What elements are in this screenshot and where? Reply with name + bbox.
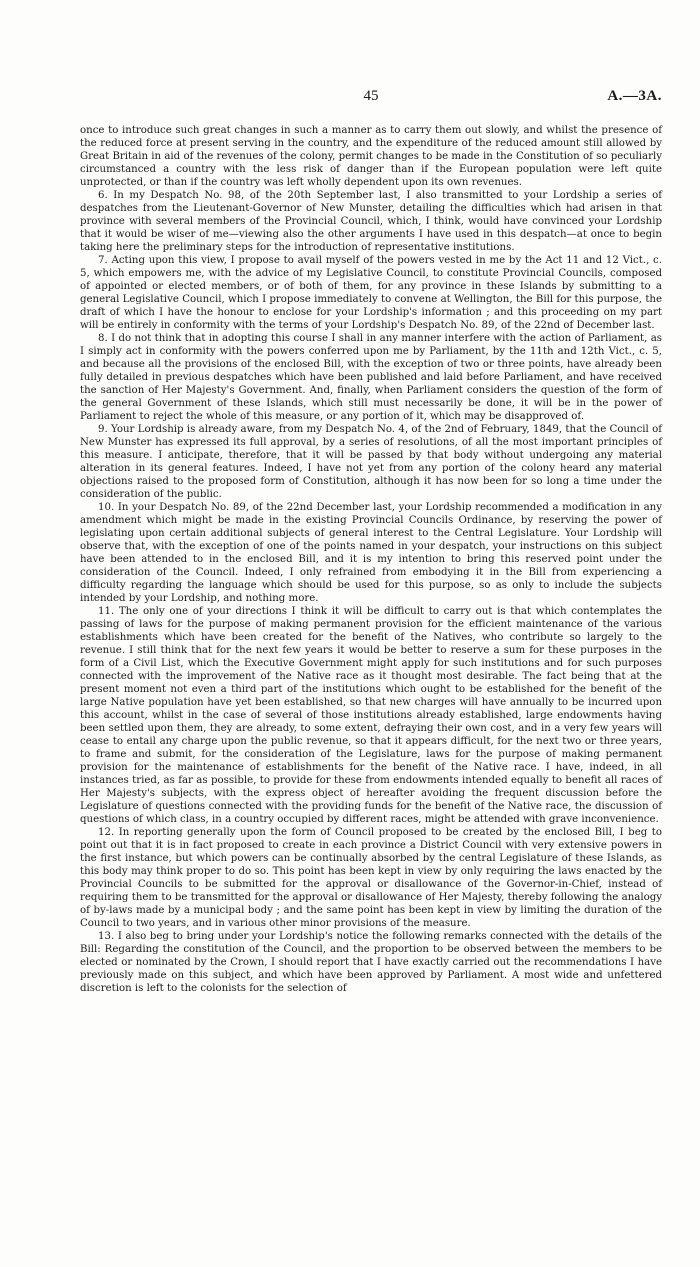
paragraph-13: 13. I also beg to bring under your Lordship's notice the following remarks connected with the details of the Bill: Regarding the constitution of the Council, and the proportion to be observed between the members to be elected or nominated by the Crown, I should report that I have exactly carried out the recommendations I have previously made on this subject, and which have been approved by Parliament. A most wide and unfettered discretion is left to the colonists for the selection of: [80, 931, 662, 994]
paragraph-7: 7. Acting upon this view, I propose to avail myself of the powers vested in me by the Act 11 and 12 Vict., c. 5, which empowers me, with the advice of my Legislative Council, to constitute Provincial Councils, composed of appointed or elected members, or of both of them, for any province in these Islands by submitting to a general Legislative Council, which I propose immediately to convene at Wellington, the Bill for this purpose, the draft of which I have the honour to enclose for your Lordship's information ; and this proceeding on my part will be entirely in conformity with the terms of your Lordship's Despatch No. 89, of the 22nd of December last.: [80, 255, 662, 331]
paragraph-9: 9. Your Lordship is already aware, from my Despatch No. 4, of the 2nd of February, 1849, that the Council of New Munster has expressed its full approval, by a series of resolutions, of all the most important principles of this measure. I anticipate, therefore, that it will be passed by that body without undergoing any material alteration in its general features. Indeed, I have not yet from any portion of the colony heard any material objections raised to the proposed form of Constitution, although it has now been for so long a time under the consideration of the public.: [80, 424, 662, 500]
document-body: [80, 124, 662, 995]
paragraph-12: 12. In reporting generally upon the form of Council proposed to be created by the enclosed Bill, I beg to point out that it is in fact proposed to create in each province a District Council with very extensive powers in the first instance, but which powers can be continually absorbed by the central Legislature of these Islands, as this body may think proper to do so. This point has been kept in view by only requiring the laws enacted by the Provincial Councils to be submitted for the approval or disallowance of the Governor-in-Chief, instead of requiring them to be transmitted for the approval or disallowance of Her Majesty, thereby following the analogy of by-laws made by a municipal body ; and the same point has been kept in view by limiting the duration of the Council to two years, and in various other minor provisions of the measure.: [80, 827, 662, 929]
document-reference: A.—3A.: [607, 88, 662, 104]
paragraph-6: 6. In my Despatch No. 98, of the 20th September last, I also transmitted to your Lordship a series of despatches from the Lieutenant-Governor of New Munster, detailing the difficulties which had arisen in that province with several members of the Provincial Council, which, I think, would have convinced your Lordship that it would be wiser of me—viewing also the other arguments I have used in this despatch—at once to begin taking here the preliminary steps for the introduction of representative institutions.: [80, 190, 662, 253]
paragraph-11: 11. The only one of your directions I think it will be difficult to carry out is that which contemplates the passing of laws for the purpose of making permanent provision for the efficient maintenance of the various establishments which have been created for the benefit of the Natives, who contribute so largely to the revenue. I still think that for the next few years it would be better to reserve a sum for these purposes in the form of a Civil List, which the Executive Government might apply for such institutions and for such purposes connected with the improvement of the Native race as it thought most desirable. The fact being that at the present moment not even a third part of the institutions which ought to be established for the benefit of the large Native population have yet been established, so that new charges will have annually to be incurred upon this account, whilst in the case of several of those institutions already established, large endowments having been settled upon them, they are already, to some extent, defraying their own cost, and in a very few years will cease to entail any charge upon the public revenue, so that it appears difficult, for the next two or three years, to frame and submit, for the consideration of the Legislature, laws for the purpose of making permanent provision for the maintenance of establishments for the benefit of the Native race. I have, indeed, in all instances tried, as far as possible, to provide for these from endowments intended equally to benefit all races of Her Majesty's subjects, with the express object of hereafter avoiding the frequent discussion before the Legislature of questions connected with the providing funds for the benefit of the Native race, the discussion of questions of which class, in a country occupied by different races, might be attended with grave inconvenience.: [80, 606, 662, 825]
page-number: 45: [363, 88, 379, 104]
paragraph-10: 10. In your Despatch No. 89, of the 22nd December last, your Lordship recommended a modification in any amendment which might be made in the existing Provincial Councils Ordinance, by reserving the power of legislating upon certain additional subjects of general interest to the Central Legislature. Your Lordship will observe that, with the exception of one of the points named in your despatch, your instructions on this subject have been attended to in the enclosed Bill, and it is my intention to bring this reserved point under the consideration of the Council. Indeed, I only refrained from embodying it in the Bill from experiencing a difficulty regarding the language which should be used for this purpose, so as only to include the subjects intended by your Lordship, and nothing more.: [80, 502, 662, 604]
paragraph-8: 8. I do not think that in adopting this course I shall in any manner interfere with the action of Parliament, as I simply act in conformity with the powers conferred upon me by Parliament, by the 11th and 12th Vict., c. 5, and because all the provisions of the enclosed Bill, with the exception of two or three points, have already been fully detailed in previous despatches which have been published and laid before Parliament, and have received the sanction of Her Majesty's Government. And, finally, when Parliament considers the question of the form of the general Government of these Islands, which still must necessarily be done, it will be in the power of Parliament to reject the whole of this measure, or any portion of it, which may be disapproved of.: [80, 333, 662, 422]
paragraph-continuation: once to introduce such great changes in such a manner as to carry them out slowly, and whilst the presence of the reduced force at present serving in the country, and the expenditure of the reduced amount still allowed by Great Britain in aid of the revenues of the colony, permit changes to be made in the Constitution of so peculiarly circumstanced a country with the less risk of danger than if the European population were left quite unprotected, or than if the country was left wholly dependent upon its own revenues.: [80, 125, 662, 188]
page-header: [80, 88, 662, 108]
